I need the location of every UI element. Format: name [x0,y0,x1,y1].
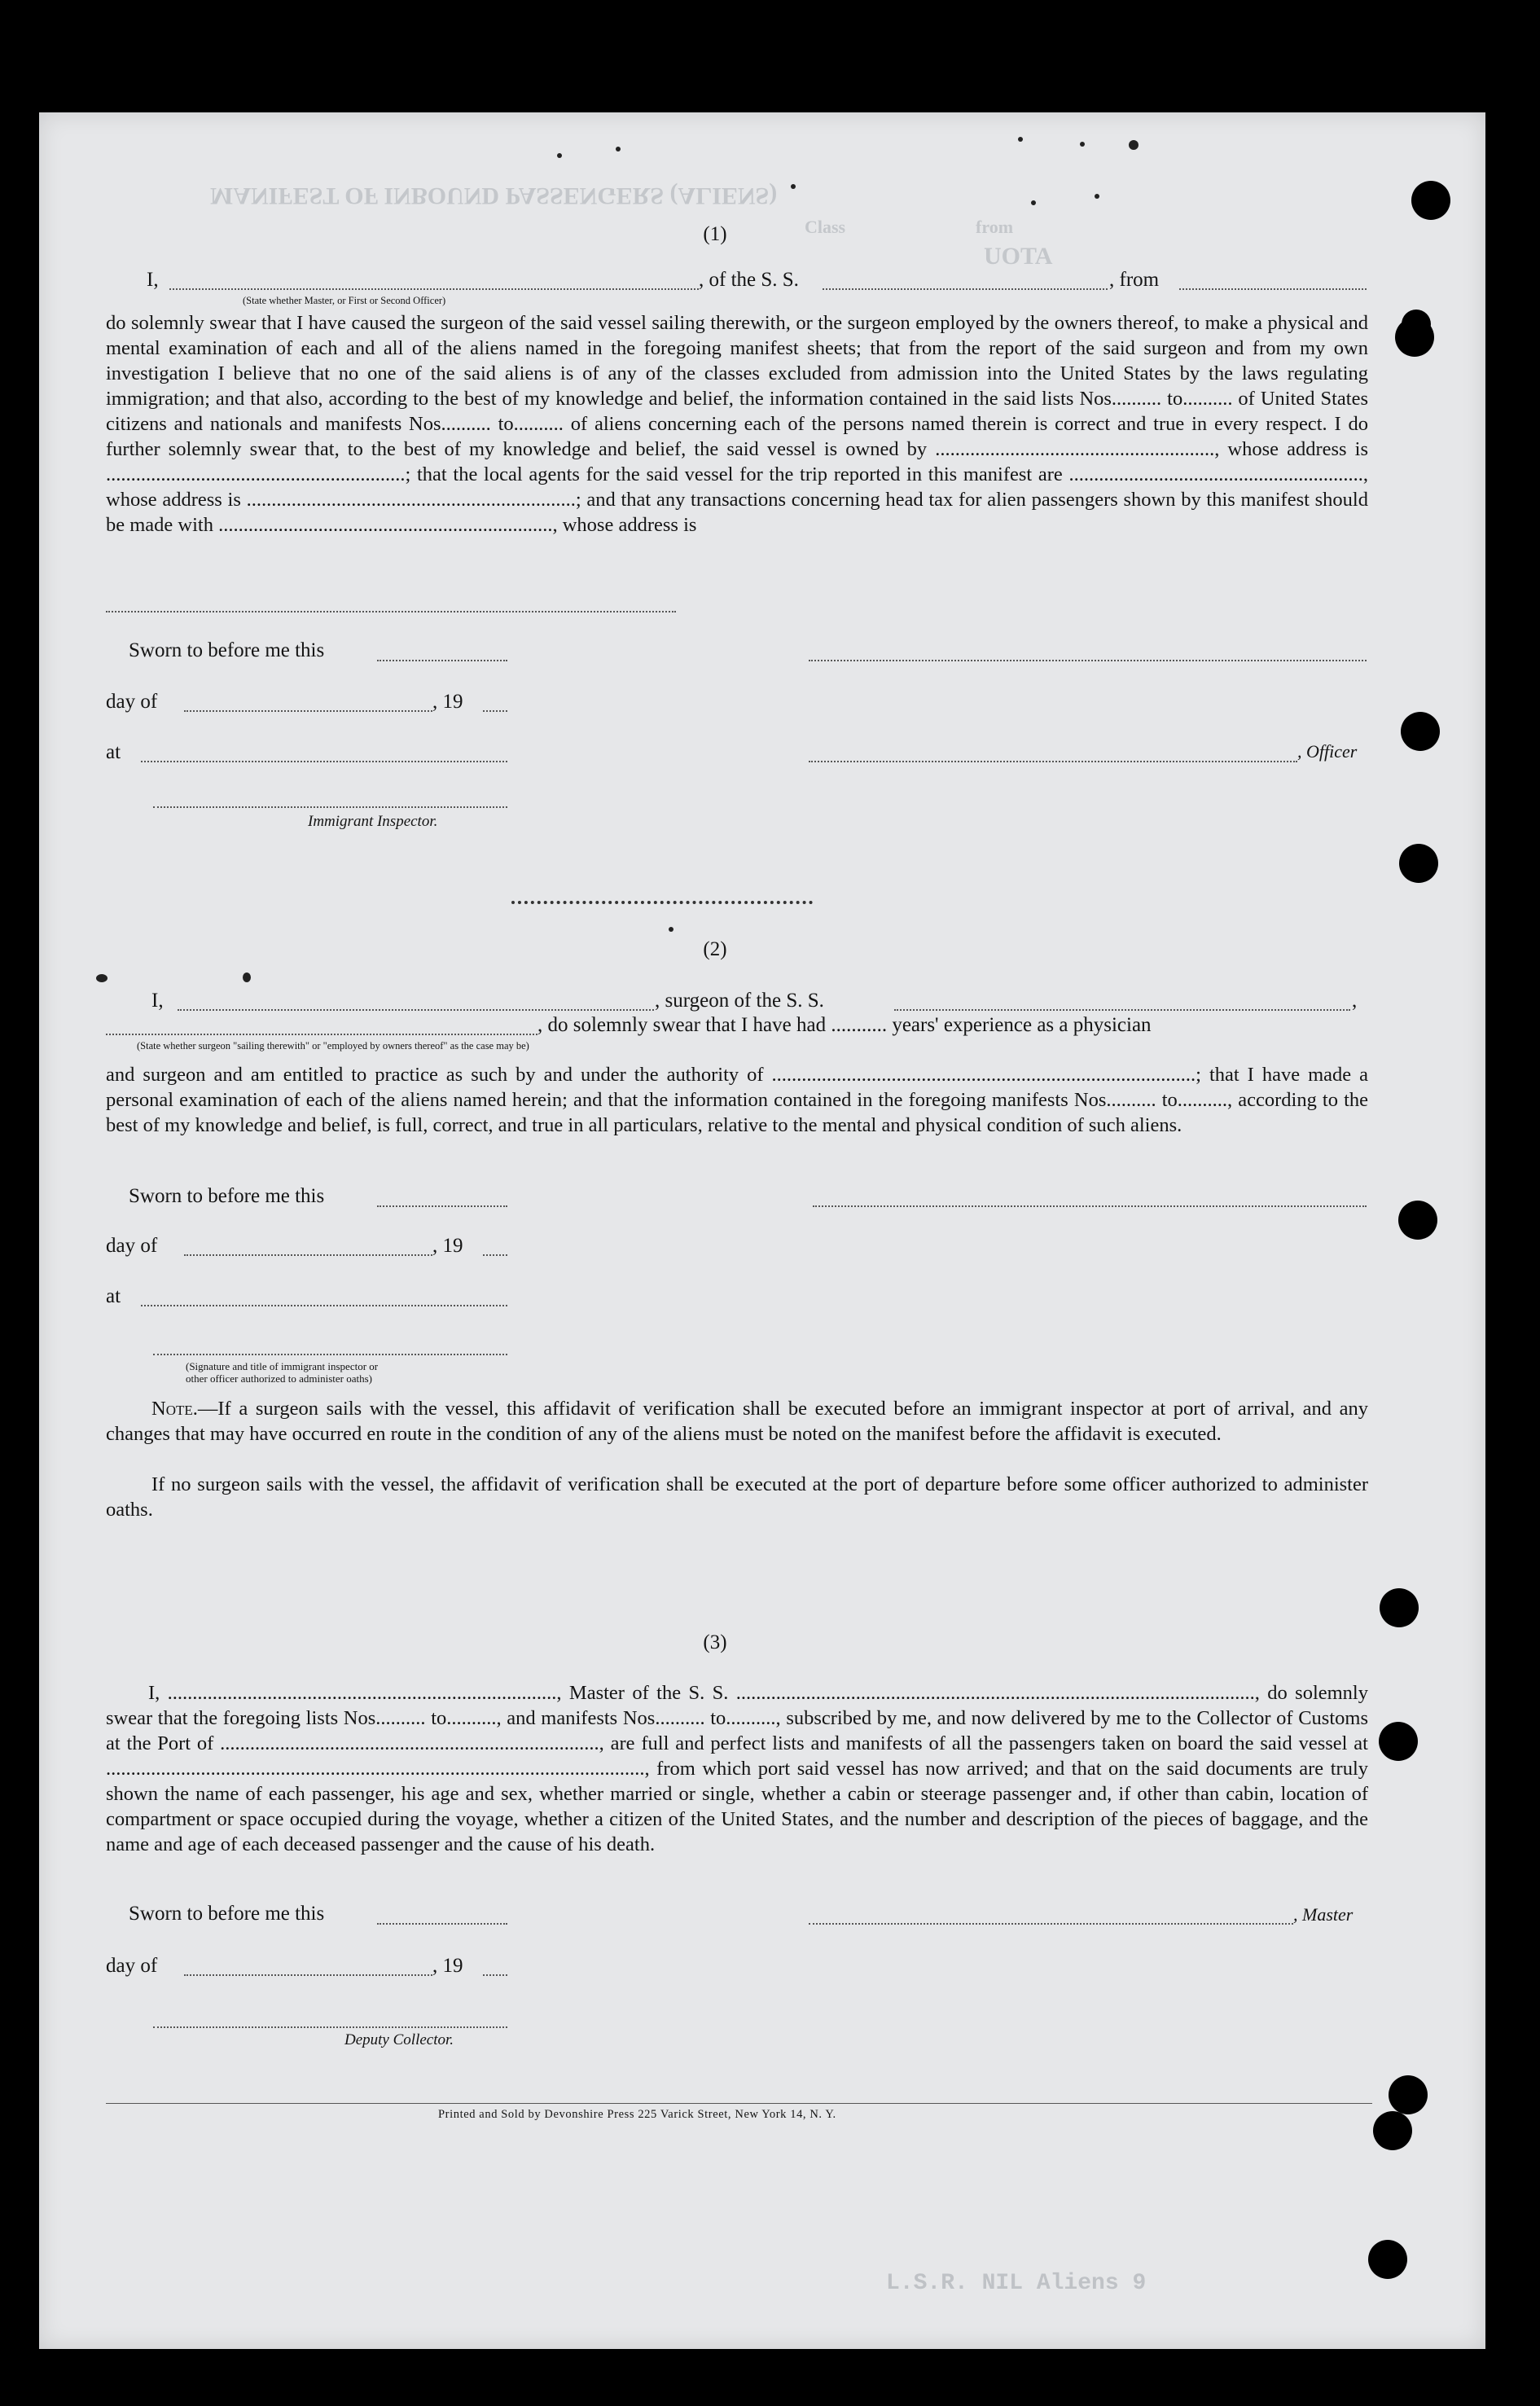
section-3-sworn-label: Sworn to before me this [129,1903,325,1925]
section-2-i-label: I, [151,990,164,1012]
section-2-number: (2) [703,938,727,960]
section-1-year-field[interactable] [483,710,507,712]
section-2-official-signature-field[interactable] [153,1354,507,1355]
section-2-note-2: If no surgeon sails with the vessel, the affidavit of verification shall be executed at the port of departure before some officer authorized to administer oaths. [106,1473,1368,1521]
bleed-through-title: MANIFEST OF INBOUND PASSENGERS (ALIENS) [210,182,778,209]
section-1-sworn-label: Sworn to before me this [129,639,325,661]
section-2-experience-line: , do solemnly swear that I have had ........... years' experience as a physician [537,1014,1152,1036]
section-3-day-field[interactable] [184,1974,432,1976]
bleed-through-block [886,601,907,674]
section-2-year-label: , 19 [432,1235,463,1257]
punch-hole [1389,2075,1428,2114]
section-3-number: (3) [703,1631,727,1653]
section-1-number: (1) [703,223,727,245]
section-1-officer-hint: (State whether Master, or First or Second Officer) [243,295,446,306]
section-3-day-label: day of [106,1955,158,1977]
note-1: —If a surgeon sails with the vessel, this affidavit of verification shall be executed before an immigrant inspector at port of arrival, and any changes that may have occurred en route in the condition of any of the aliens must be noted on the manifest before the affidavit is executed. [106,1398,1368,1445]
section-2-sworn-label: Sworn to before me this [129,1185,325,1207]
speck [1129,140,1139,150]
punch-hole [1401,712,1440,751]
section-1-officer-label: , Officer [1297,741,1358,762]
punch-hole [1399,844,1438,883]
section-1-day-field[interactable] [184,710,432,712]
section-2-sworn-field[interactable] [377,1205,507,1207]
section-1-inspector-label: Immigrant Inspector. [308,813,438,830]
section-2-at-label: at [106,1285,121,1307]
punch-hole [1402,310,1431,339]
section-2-oath-text: and surgeon and am entitled to practice as such by and under the authority of .....................................................................................; that I have made a personal examination of each of the aliens named herein; and that the information contained in the foregoing manifests Nos.......... to.........., according to the best of my knowledge and belief, is full, correct, and true in all particulars, relative to the mental and physical condition of such aliens. [106,1064,1368,1136]
bleed-through-from: from [976,217,1014,237]
note-label: Note. [151,1398,198,1420]
section-2-note-text [106,1396,1368,1447]
from-port-field[interactable] [1179,288,1367,290]
section-2-day-field[interactable] [184,1254,432,1256]
punch-hole [1373,2111,1412,2150]
section-2-signature-note-1: (Signature and title of immigrant inspector or [186,1360,379,1372]
master-name-field[interactable] [169,288,699,290]
vessel-name-field[interactable] [823,288,1108,290]
master-signature-field[interactable] [809,1923,1293,1925]
section-2-surgeon-hint: (State whether surgeon "sailing therewith" or "employed by owners thereof" as the case may be) [137,1040,529,1052]
section-1-year-label: , 19 [432,691,463,713]
surgeon-vessel-field[interactable] [894,1009,1350,1011]
section-1-ss-label: , of the S. S. [699,269,799,291]
section-divider [511,901,813,904]
officer-signature-field[interactable] [809,761,1297,762]
section-1-i-label: I, [147,269,159,291]
speck [791,184,796,189]
section-2-ss-label: , surgeon of the S. S. [655,990,824,1012]
footer-rule [106,2103,1372,2104]
section-3-sworn-field[interactable] [377,1923,507,1925]
speck [557,153,562,158]
surgeon-type-field[interactable] [106,1034,537,1035]
section-1-at-field[interactable] [141,761,507,762]
section-1-at-label: at [106,741,121,763]
speck [1018,137,1023,142]
address-continued-field[interactable] [106,611,676,612]
punch-hole [1379,1722,1418,1761]
bleed-through-bottom: L.S.R. NIL Aliens 9 [886,2271,1147,2296]
section-3-master-label: , Master [1293,1904,1354,1925]
bleed-through-class: Class [805,217,846,237]
section-3-year-field[interactable] [483,1974,507,1976]
printer-imprint: Printed and Sold by Devonshire Press 225 Varick Street, New York 14, N. Y. [438,2108,836,2121]
section-1-oath-text: do solemnly swear that I have caused the surgeon of the said vessel sailing therewith, or the surgeon employed by the owners thereof, to make a physical and mental examination of each and all of the aliens named in the foregoing manifest sheets; that from the report of the said surgeon and from my own investigation I believe that no one of the said aliens is of any of the classes excluded from admission into the United States by the laws regulating immigration; and that also, according to the best of my knowledge and belief, the information contained in the said lists Nos.......... to.......... of United States citizens and nationals and manifests Nos.......... to.......... of aliens concerning each of the persons named therein is correct and true in every respect. I do further solemnly swear that, to the best of my knowledge and belief, the said vessel is owned by ........................................................, whose address is ............................................................; that the local agents for the said vessel for the trip reported in this manifest are ..........................................................., whose address is ..................................................................; and that any transactions concerning head tax for alien passengers shown by this manifest should be made with ..................................................................., whose address is [106,312,1368,536]
section-2-year-field[interactable] [483,1254,507,1256]
section-2-day-label: day of [106,1235,158,1257]
speck [669,927,673,932]
section-2-at-field[interactable] [141,1305,507,1306]
section-2-signature-note-2: other officer authorized to administer oaths) [186,1372,372,1385]
form-sheet [39,112,1485,2349]
speck [616,147,621,151]
section-3-oath-text: I, .............................................................................., Master of the S. S. ........................................................................................................, do solemnly swear that the foregoing lists Nos.......... to.........., and manifests Nos.......... to.........., subscribed by me, and now delivered by me to the Collector of Customs at the Port of ............................................................................, are full and perfect lists and manifests of all the passengers taken on board the said vessel at ............................................................................................................, from which port said vessel has now arrived; and that on the said documents are truly shown the name of each passenger, his age and sex, whether married or single, whether a cabin or steerage passenger and, if other than cabin, location of compartment or space occupied during the voyage, whether a citizen of the United States, and the number and description of the pieces of baggage, and the name and age of each deceased passenger and the cause of his death. [106,1682,1368,1855]
section-3-year-label: , 19 [432,1955,463,1977]
bleed-through-uota: UOTA [984,243,1053,270]
speck [96,974,107,982]
surgeon-signature-field[interactable] [813,1205,1367,1207]
collector-signature-field[interactable] [153,2026,507,2028]
section-1-from-label: , from [1109,269,1160,291]
comma: , [1352,990,1358,1012]
punch-hole [1398,1201,1437,1240]
speck [1080,142,1085,147]
punch-hole [1380,1588,1419,1627]
section-1-signature-field[interactable] [809,660,1367,661]
speck [1095,194,1099,199]
section-1-day-label: day of [106,691,158,713]
inspector-signature-field[interactable] [153,806,507,808]
surgeon-name-field[interactable] [178,1009,654,1011]
section-3-collector-label: Deputy Collector. [344,2031,454,2048]
speck [1031,200,1036,205]
punch-hole [1368,2240,1407,2279]
section-1-sworn-field[interactable] [377,660,507,661]
speck [243,972,251,982]
punch-hole [1411,181,1450,220]
